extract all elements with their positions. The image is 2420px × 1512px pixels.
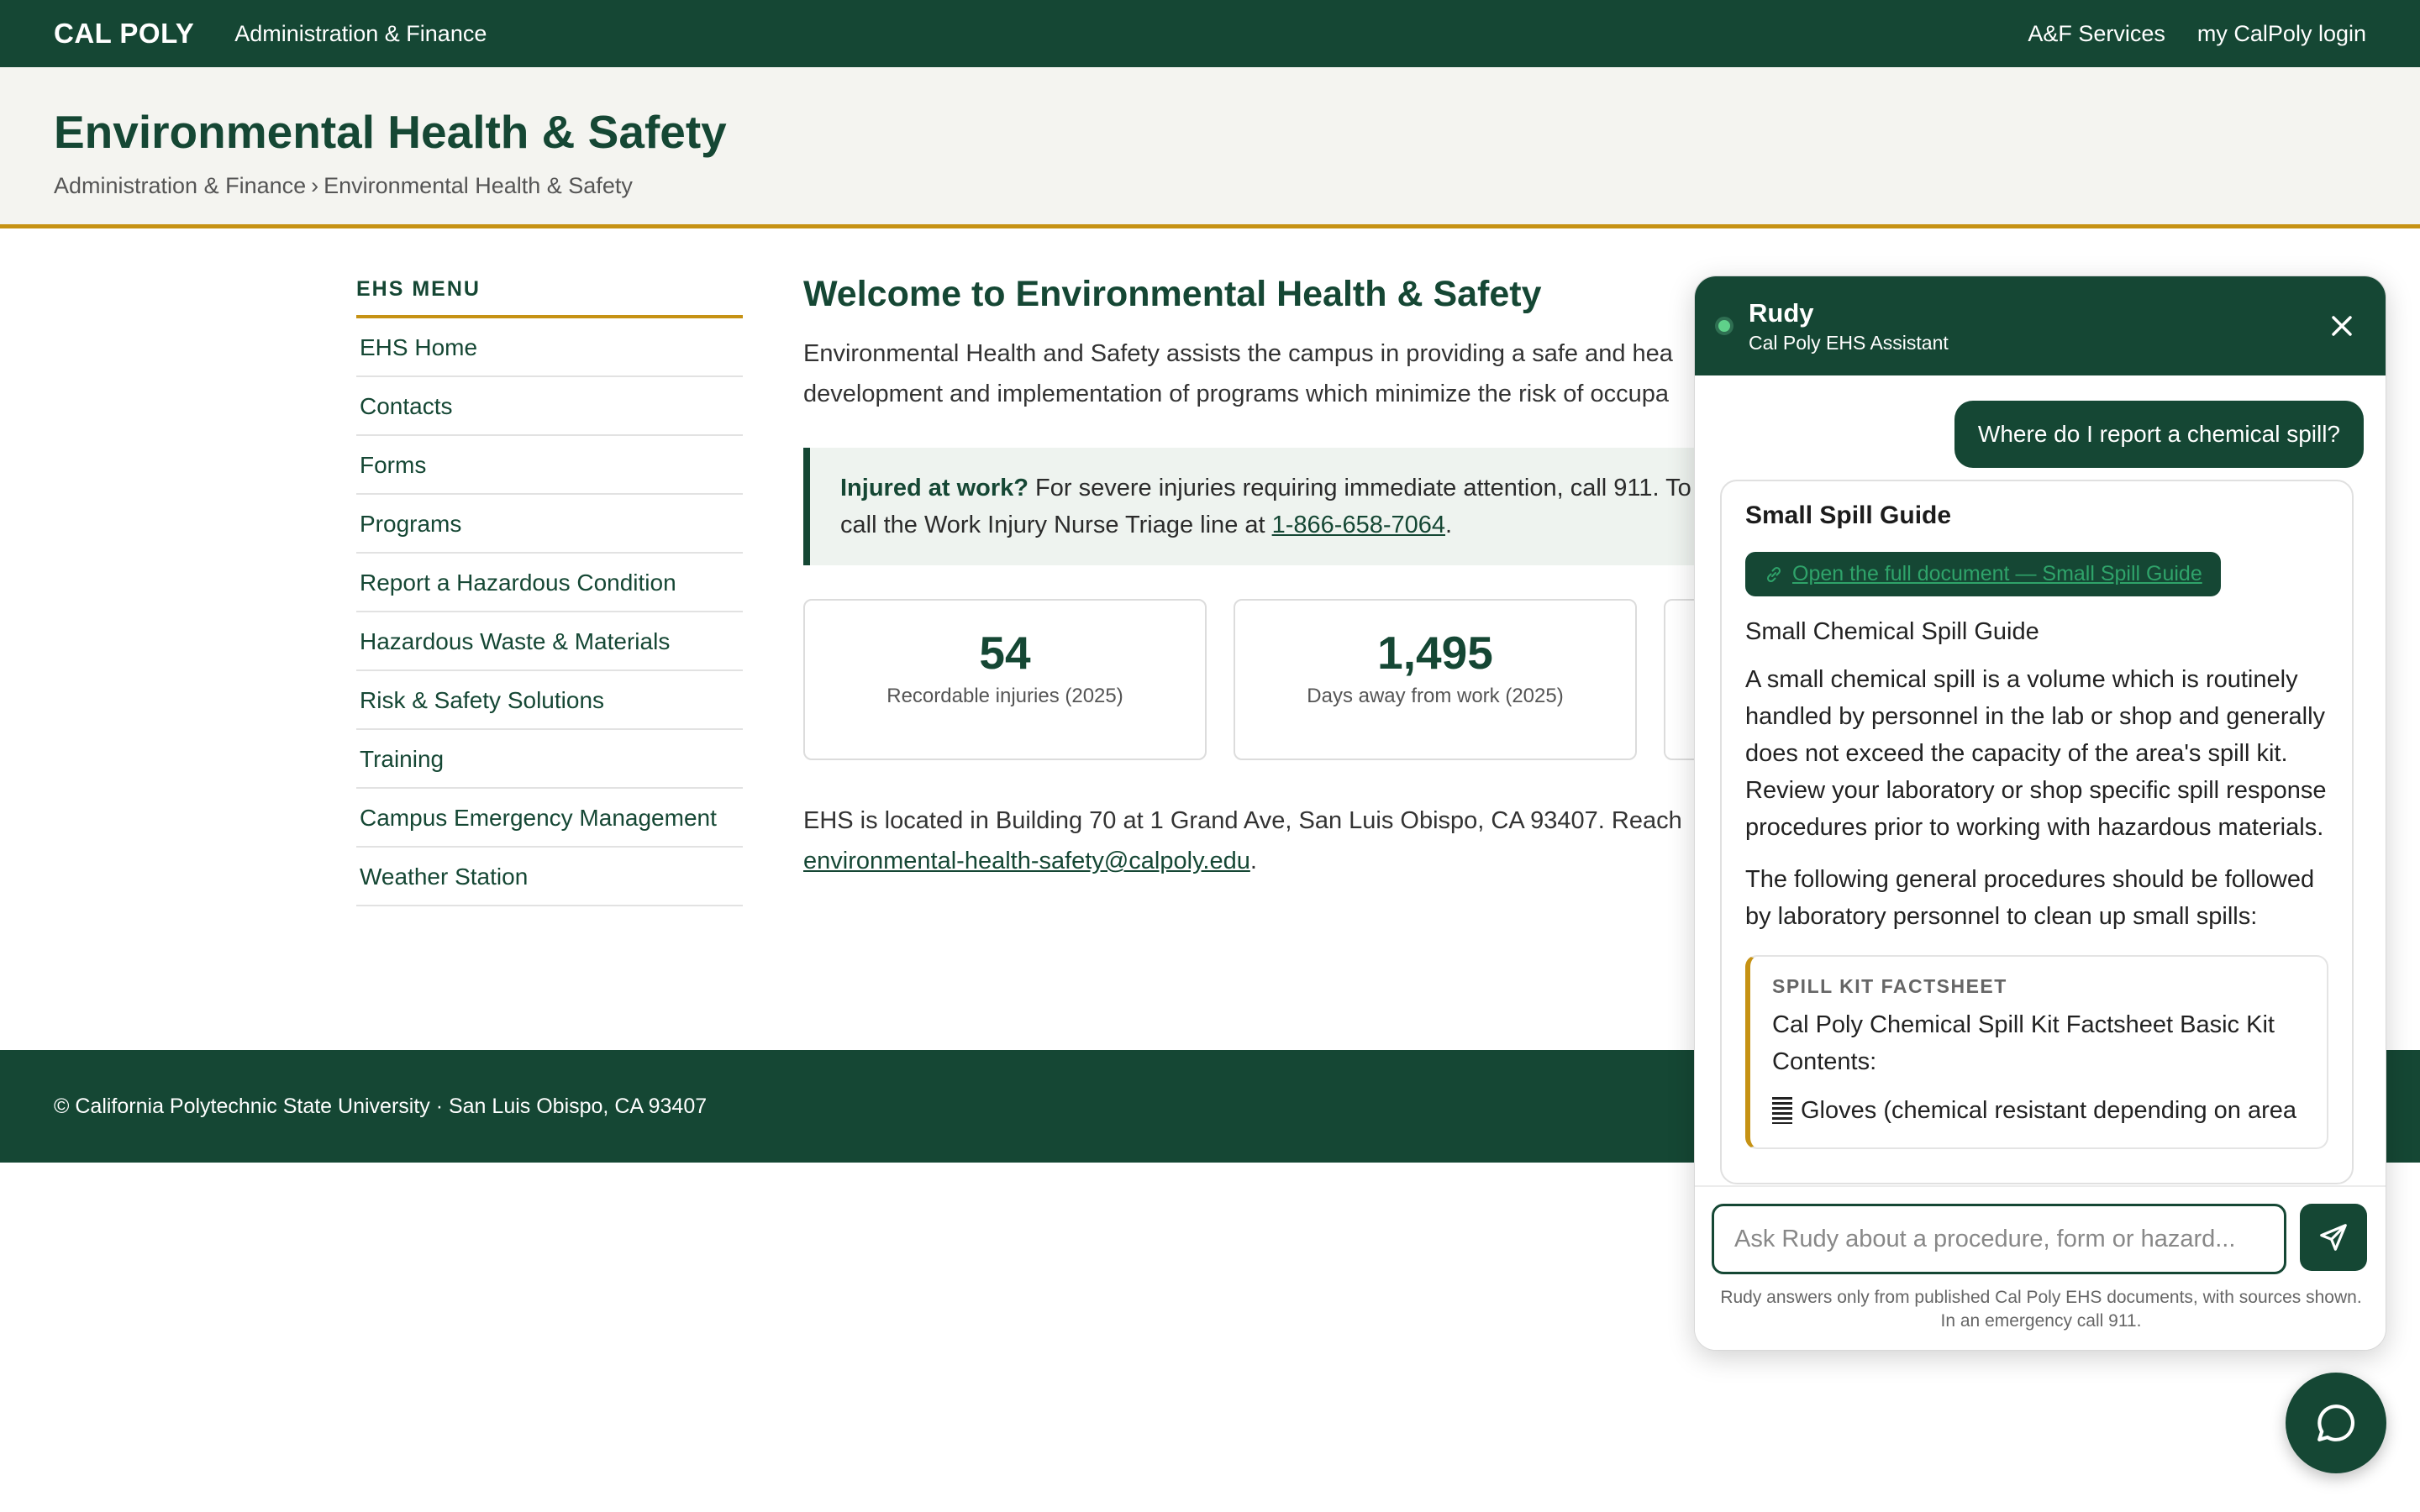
source-factsheet-card [1745,955,2328,1149]
intro-text [803,333,1770,414]
triage-phone-link[interactable]: 1-866-658-7064 [1271,512,1446,538]
menu-item-training[interactable]: Training [356,730,743,789]
menu-item-risk-safety[interactable]: Risk & Safety Solutions [356,671,743,730]
menu-item-weather-station[interactable]: Weather Station [356,848,743,906]
intro-line-1: Environmental Health and Safety assists the campus in providing a safe and hea [803,340,1673,367]
open-document-link[interactable] [1745,552,2221,596]
stat-label: Recordable injuries (2025) [886,685,1123,707]
chat-bubble-icon [2312,1399,2360,1446]
breadcrumb-separator: › [311,173,319,198]
bot-message [1720,480,2354,1184]
list-icon [1772,1097,1792,1124]
footer-copyright: © California Polytechnic State University · San Luis Obispo, CA 93407 [54,1094,708,1118]
stat-value: 1,495 [1377,627,1493,679]
bot-subheading: Small Chemical Spill Guide [1745,618,2039,645]
breadcrumb-item-admin-finance[interactable]: Administration & Finance [54,173,307,198]
chat-disclaimer: Rudy answers only from published Cal Poly EHS documents, with sources shown. In an emergency call 911. [1720,1288,2362,1331]
top-bar [0,0,2420,67]
menu-item-contacts[interactable]: Contacts [356,377,743,436]
factsheet-item [1772,1092,2305,1129]
ehs-menu [356,277,743,906]
online-status-icon [1715,317,1733,335]
menu-title: EHS MENU [356,277,743,318]
location-text [803,801,1770,881]
close-icon [2331,315,2353,337]
menu-item-ehs-home[interactable]: EHS Home [356,318,743,377]
user-message: Where do I report a chemical spill? [1954,401,2364,468]
menu-item-emergency-management[interactable]: Campus Emergency Management [356,789,743,848]
location-period: . [1249,848,1257,874]
page-header [0,67,2420,228]
bot-paragraph-1: A small chemical spill is a volume which is routinely handled by personnel in the lab or shop and generally does not exceed the capacity of the area's spill kit. Review your laboratory or shop specific spill response procedures prior to working with hazardous materials. [1745,666,2327,841]
nav-af-services[interactable]: A&F Services [2028,20,2165,46]
intro-line-2: development and implementation of programs which minimize the risk of occupa [803,381,1669,407]
unit-name[interactable]: Administration & Finance [234,20,487,46]
chat-launcher-button[interactable] [2286,1373,2386,1473]
welcome-heading: Welcome to Environmental Health & Safety [803,274,1542,314]
alert-text-1: For severe injuries requiring immediate attention, call 911. To [1028,475,1691,501]
brand-logo[interactable]: CAL POLY [54,18,195,49]
stat-card-days-away [1234,599,1637,760]
nav-mycalpoly-login[interactable]: my CalPoly login [2196,20,2366,46]
chat-composer [1695,1185,2386,1351]
send-icon [2317,1221,2349,1253]
input-row [1712,1204,2370,1274]
factsheet-text: Cal Poly Chemical Spill Kit Factsheet Basic Kit Contents: [1772,1011,2275,1075]
chat-input[interactable] [1712,1204,2286,1274]
breadcrumb-item-ehs[interactable]: Environmental Health & Safety [324,173,633,198]
menu-item-hazardous-waste[interactable]: Hazardous Waste & Materials [356,612,743,671]
chat-panel [1694,276,2386,1351]
chat-header [1695,276,2386,375]
chat-identity [1749,298,1949,354]
factsheet-label: SPILL KIT FACTSHEET [1772,975,2007,997]
close-chat-button[interactable] [2323,307,2360,344]
link-icon [1764,564,1784,585]
alert-text-2: call the Work Injury Nurse Triage line at [840,512,1272,538]
main-content [803,274,1770,881]
menu-item-forms[interactable]: Forms [356,436,743,495]
stat-card-injuries [803,599,1207,760]
bot-heading: Small Spill Guide [1745,501,1952,529]
stat-value: 54 [979,627,1031,679]
bot-paragraph-2: The following general procedures should be followed by laboratory personnel to clean up small spills: [1745,866,2315,930]
stats-row [803,599,1770,760]
top-nav [2028,21,2366,47]
assistant-name: Rudy [1749,297,1814,328]
document-link-label: Open the full document — Small Spill Guide [1792,562,2202,585]
alert-period: . [1445,512,1453,538]
breadcrumb [54,173,2366,199]
injury-alert [803,448,1770,565]
location-line-1: EHS is located in Building 70 at 1 Grand Ave, San Luis Obispo, CA 93407. Reach [803,807,1682,834]
menu-item-report-hazard[interactable]: Report a Hazardous Condition [356,554,743,612]
send-button[interactable] [2300,1204,2367,1271]
ehs-email-link[interactable]: environmental-health-safety@calpoly.edu [803,848,1250,874]
assistant-subtitle: Cal Poly EHS Assistant [1749,331,1949,354]
alert-title: Injured at work? [840,475,1028,501]
factsheet-item-text: Gloves (chemical resistant depending on area [1801,1097,2296,1124]
stat-label: Days away from work (2025) [1307,685,1564,707]
page-title: Environmental Health & Safety [54,106,727,158]
menu-item-programs[interactable]: Programs [356,495,743,554]
